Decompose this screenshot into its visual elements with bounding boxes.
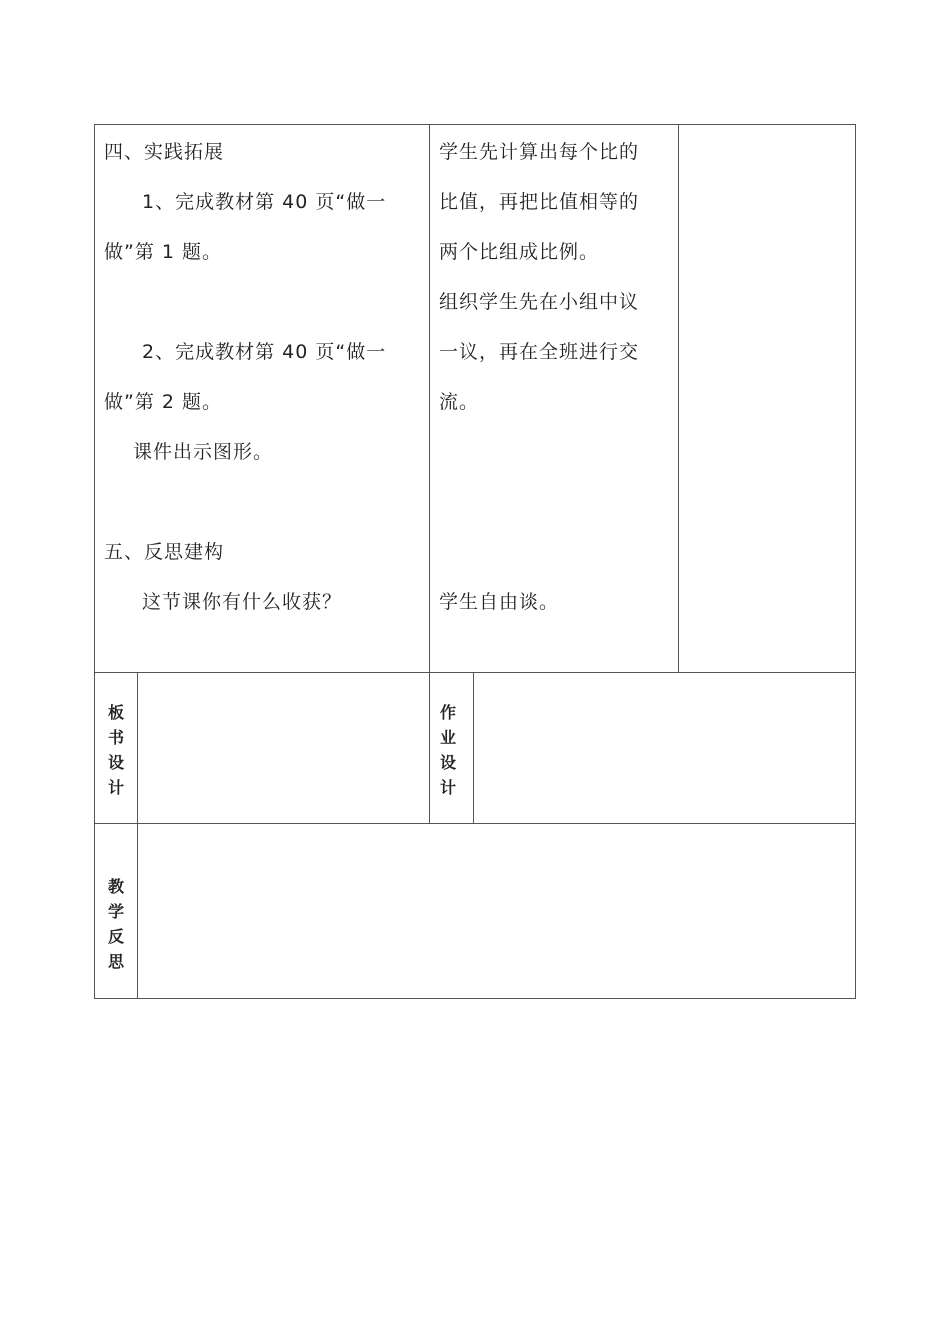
task-1-line-2: 做”第 1 题。	[104, 241, 223, 263]
label-board-design: 板 书 设 计	[107, 703, 124, 797]
task-1-line-1: 1、完成教材第 40 页“做一	[142, 191, 387, 213]
student-free-talk: 学生自由谈。	[439, 591, 560, 613]
student-activity-line-6: 流。	[439, 391, 480, 413]
student-activity-line-1: 学生先计算出每个比的	[439, 141, 640, 163]
section-heading-reflection: 五、反思建构	[104, 541, 225, 563]
col-divider-main-2	[678, 124, 679, 673]
student-activity-line-3: 两个比组成比例。	[439, 241, 600, 263]
task-2-line-2: 做”第 2 题。	[104, 391, 223, 413]
student-activity-line-2: 比值，再把比值相等的	[439, 191, 640, 213]
row-divider-1	[94, 672, 856, 673]
reflection-question: 这节课你有什么收获？	[142, 591, 343, 613]
student-activity-line-4: 组织学生先在小组中议	[439, 291, 640, 313]
table-border-bottom	[94, 998, 856, 999]
label-homework-design: 作 业 设 计	[439, 703, 456, 797]
task-2-line-1: 2、完成教材第 40 页“做一	[142, 341, 387, 363]
col-divider-label-left	[137, 672, 138, 999]
table-border-right	[855, 124, 856, 999]
student-activity-line-5: 一议，再在全班进行交	[439, 341, 640, 363]
col-divider-label-right	[473, 672, 474, 824]
row-divider-2	[94, 823, 856, 824]
courseware-note: 课件出示图形。	[133, 441, 274, 463]
col-divider-main-1	[429, 124, 430, 824]
section-heading-practice: 四、实践拓展	[104, 141, 225, 163]
label-teaching-reflection: 教 学 反 思	[107, 877, 124, 971]
table-border-top	[94, 124, 856, 125]
table-border-left	[94, 124, 95, 999]
